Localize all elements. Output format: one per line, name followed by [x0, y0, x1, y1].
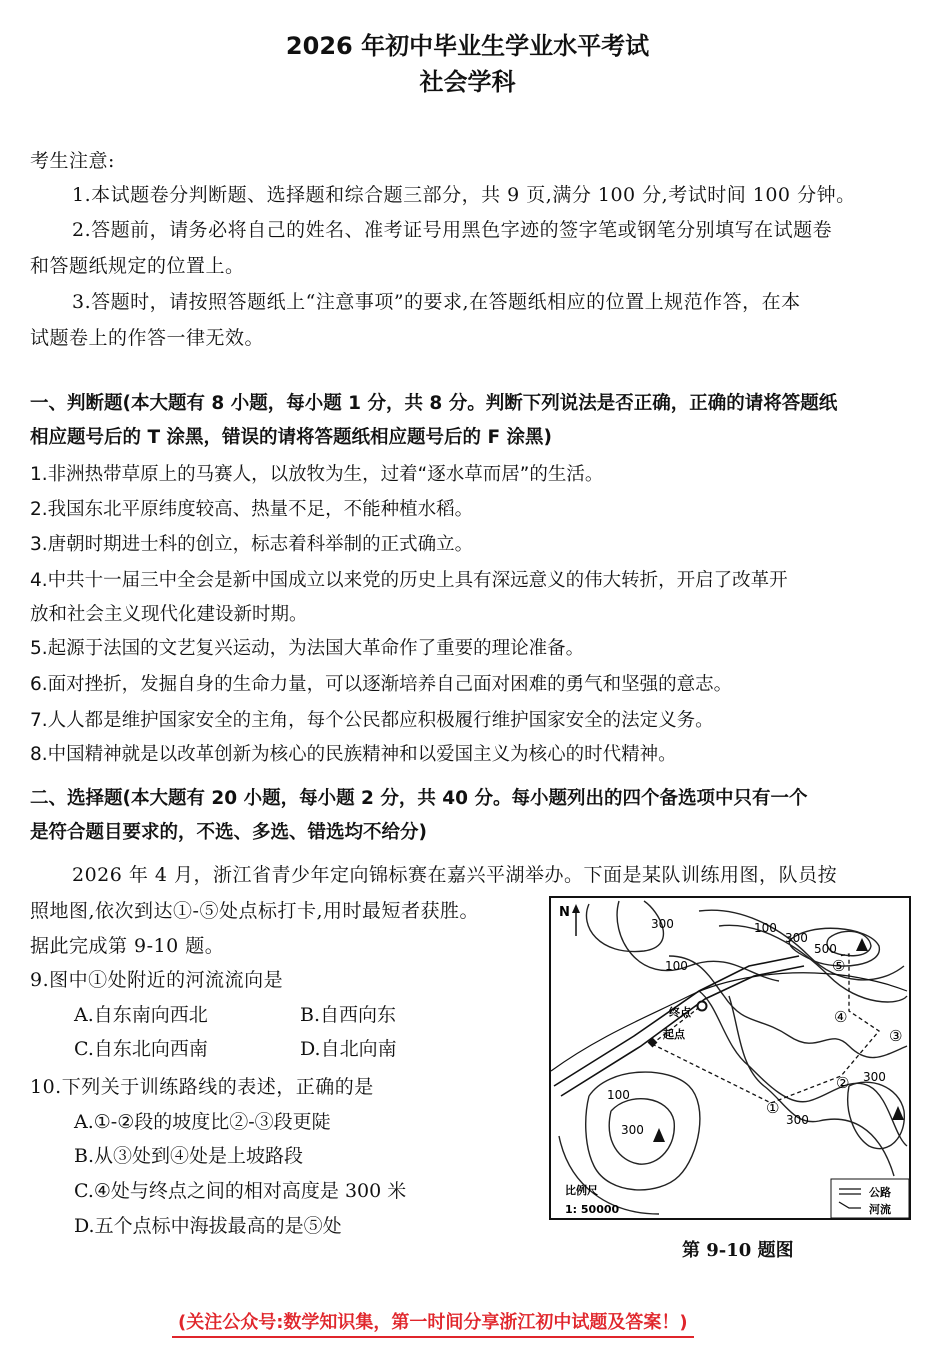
- exam-title: 2026 年初中毕业生学业水平考试: [285, 32, 650, 60]
- judge-item: 4.中共十一届三中全会是新中国成立以来党的历史上具有深远意义的伟大转折，开启了改革开: [30, 570, 788, 591]
- checkpoint-5: ⑤: [832, 957, 846, 975]
- contour-label: 500: [814, 942, 837, 956]
- section1-heading: 一、判断题(本大题有 8 小题，每小题 1 分，共 8 分。判断下列说法是否正确，正确的请将答题纸: [30, 393, 838, 414]
- contour-label: 300: [651, 917, 674, 931]
- checkpoint-3: ③: [889, 1027, 903, 1045]
- question-intro: 2026 年 4 月，浙江省青少年定向锦标赛在嘉兴平湖举办。下面是某队训练用图，队员按: [72, 864, 838, 886]
- map-caption: 第 9-10 题图: [682, 1240, 794, 1261]
- contour-map: [549, 896, 911, 1220]
- contour-label: 100: [607, 1088, 630, 1102]
- question-intro: 照地图,依次到达①-⑤处点标打卡,用时最短者获胜。: [30, 900, 480, 922]
- scale-value: 1: 50000: [565, 1203, 620, 1216]
- end-label: 终点: [669, 1006, 691, 1019]
- contour-label: 300: [785, 931, 808, 945]
- end-point-icon: [698, 1002, 707, 1011]
- q10-option-b[interactable]: B.从③处到④处是上坡路段: [74, 1145, 304, 1167]
- q10-option-c[interactable]: C.④处与终点之间的相对高度是 300 米: [74, 1180, 407, 1202]
- section2-heading: 是符合题目要求的，不选、多选、错选均不给分): [30, 822, 427, 843]
- contour-label: 100: [665, 959, 688, 973]
- contour-label: 300: [621, 1123, 644, 1137]
- question-10-stem: 10.下列关于训练路线的表述，正确的是: [30, 1076, 374, 1098]
- checkpoint-1: ①: [766, 1099, 780, 1117]
- legend-river: 河流: [869, 1203, 891, 1216]
- q9-option-a[interactable]: A.自东南向西北: [74, 1004, 208, 1026]
- judge-item: 8.中国精神就是以改革创新为核心的民族精神和以爱国主义为核心的时代精神。: [30, 744, 677, 765]
- start-label: 起点: [663, 1028, 685, 1041]
- question-9-stem: 9.图中①处附近的河流流向是: [30, 969, 284, 991]
- notice-line: 试题卷上的作答一律无效。: [30, 327, 265, 349]
- q9-option-c[interactable]: C.自东北向西南: [74, 1038, 208, 1060]
- judge-item: 2.我国东北平原纬度较高、热量不足，不能种植水稻。: [30, 499, 474, 520]
- judge-item: 6.面对挫折，发掘自身的生命力量，可以逐渐培养自己面对困难的勇气和坚强的意志。: [30, 674, 733, 695]
- legend-road: 公路: [869, 1186, 891, 1199]
- notice-line: 1.本试题卷分判断题、选择题和综合题三部分，共 9 页,满分 100 分,考试时间 100 分钟。: [72, 184, 856, 206]
- notice-line: 3.答题时，请按照答题纸上“注意事项”的要求,在答题纸相应的位置上规范作答，在本: [72, 291, 801, 313]
- judge-item: 7.人人都是维护国家安全的主角，每个公民都应积极履行维护国家安全的法定义务。: [30, 710, 714, 731]
- exam-subject: 社会学科: [419, 68, 516, 96]
- contour-label: 100: [754, 921, 777, 935]
- north-label: N: [559, 905, 570, 920]
- q9-option-d[interactable]: D.自北向南: [300, 1038, 397, 1060]
- checkpoint-2: ②: [836, 1074, 850, 1092]
- contour-label: 300: [863, 1070, 886, 1084]
- contour-label: 300: [786, 1113, 809, 1127]
- checkpoint-4: ④: [834, 1008, 848, 1026]
- q9-option-b[interactable]: B.自西向东: [300, 1004, 397, 1026]
- scale-label: 比例尺: [565, 1184, 598, 1197]
- judge-item: 3.唐朝时期进士科的创立，标志着科举制的正式确立。: [30, 534, 474, 555]
- notice-line: 和答题纸规定的位置上。: [30, 255, 245, 277]
- notice-line: 2.答题前，请务必将自己的姓名、准考证号用黑色字迹的签字笔或钢笔分别填写在试题卷: [72, 219, 833, 241]
- notice-heading: 考生注意:: [30, 150, 115, 172]
- section2-heading: 二、选择题(本大题有 20 小题，每小题 2 分，共 40 分。每小题列出的四个备选项中只有一个: [30, 788, 808, 809]
- section1-heading: 相应题号后的 T 涂黑，错误的请将答题纸相应题号后的 F 涂黑): [30, 427, 552, 448]
- footer-note: (关注公众号:数学知识集，第一时间分享浙江初中试题及答案！): [172, 1308, 694, 1338]
- judge-item: 1.非洲热带草原上的马赛人，以放牧为生，过着“逐水草而居”的生活。: [30, 464, 604, 485]
- judge-item: 5.起源于法国的文艺复兴运动，为法国大革命作了重要的理论准备。: [30, 638, 585, 659]
- q10-option-a[interactable]: A.①-②段的坡度比②-③段更陡: [74, 1111, 331, 1133]
- question-intro: 据此完成第 9-10 题。: [30, 935, 225, 957]
- q10-option-d[interactable]: D.五个点标中海拔最高的是⑤处: [74, 1215, 342, 1237]
- judge-item: 放和社会主义现代化建设新时期。: [30, 604, 308, 625]
